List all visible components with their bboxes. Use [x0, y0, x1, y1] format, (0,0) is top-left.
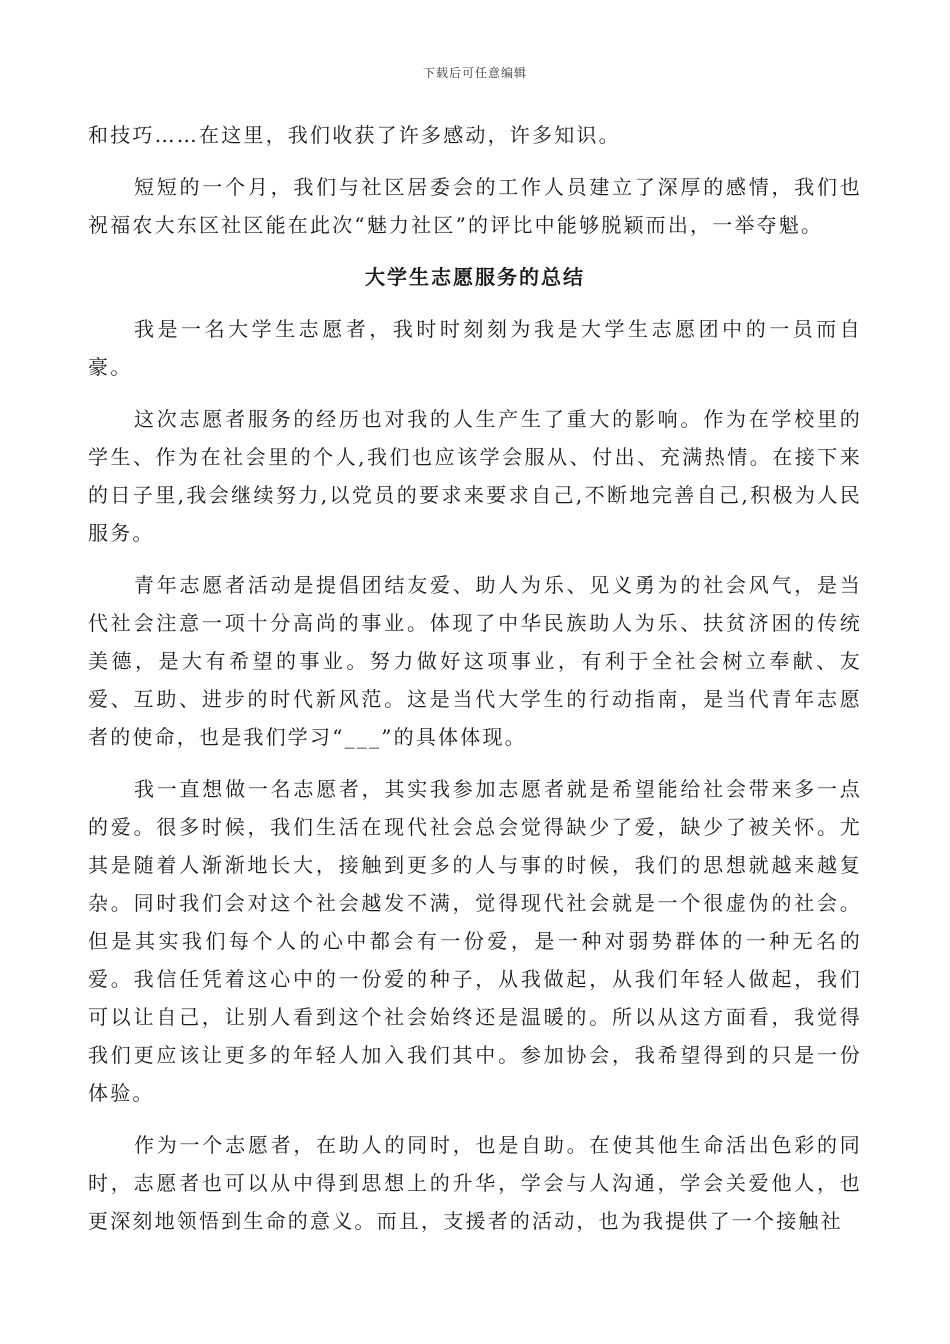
paragraph: 我是一名大学生志愿者，我时时刻刻为我是大学生志愿团中的一员而自豪。: [88, 317, 862, 379]
paragraph: 短短的一个月，我们与社区居委会的工作人员建立了深厚的感情，我们也祝福农大东区社区能在此次“魅力社区”的评比中能够脱颖而出，一举夺魁。: [88, 175, 862, 237]
paragraph: 青年志愿者活动是提倡团结友爱、助人为乐、见义勇为的社会风气，是当代社会注意一项十分高尚的事业。体现了中华民族助人为乐、扶贫济困的传统美德，是大有希望的事业。努力做好这项事业，有利于全社会树立奉献、友爱、互助、进步的时代新风范。这是当代大学生的行动指南，是当代青年志愿者的使命，也是我们学习“___”的具体体现。: [88, 573, 862, 749]
page-header: 下载后可任意编辑: [422, 66, 527, 80]
section-title: 大学生志愿服务的总结: [365, 265, 585, 289]
paragraph: 我一直想做一名志愿者，其实我参加志愿者就是希望能给社会带来多一点的爱。很多时候，我们生活在现代社会总会觉得缺少了爱，缺少了被关怀。尤其是随着人渐渐地长大，接触到更多的人与事的时候，我们的思想就越来越复杂。同时我们会对这个社会越发不满，觉得现代社会就是一个很虚伪的社会。但是其实我们每个人的心中都会有一份爱，是一种对弱势群体的一种无名的爱。我信任凭着这心中的一份爱的种子，从我做起，从我们年轻人做起，我们可以让自己，让别人看到这个社会始终还是温暖的。所以从这方面看，我觉得我们更应该让更多的年轻人加入我们其中。参加协会，我希望得到的只是一份体验。: [88, 777, 862, 1105]
paragraph: 作为一个志愿者，在助人的同时，也是自助。在使其他生命活出色彩的同时，志愿者也可以从中得到思想上的升华，学会与人沟通，学会关爱他人，也更深刻地领悟到生命的意义。而且，支援者的活动，也为我提供了一个接触社: [88, 1133, 862, 1233]
document-body: [88, 116, 862, 1254]
paragraph: 这次志愿者服务的经历也对我的人生产生了重大的影响。作为在学校里的学生、作为在社会里的个人,我们也应该学会服从、付出、充满热情。在接下来的日子里,我会继续努力,以党员的要求来要求自己,不断地完善自己,积极为人民服务。: [88, 407, 862, 545]
paragraph-continuation: 和技巧……在这里，我们收获了许多感动，许多知识。: [88, 123, 621, 147]
